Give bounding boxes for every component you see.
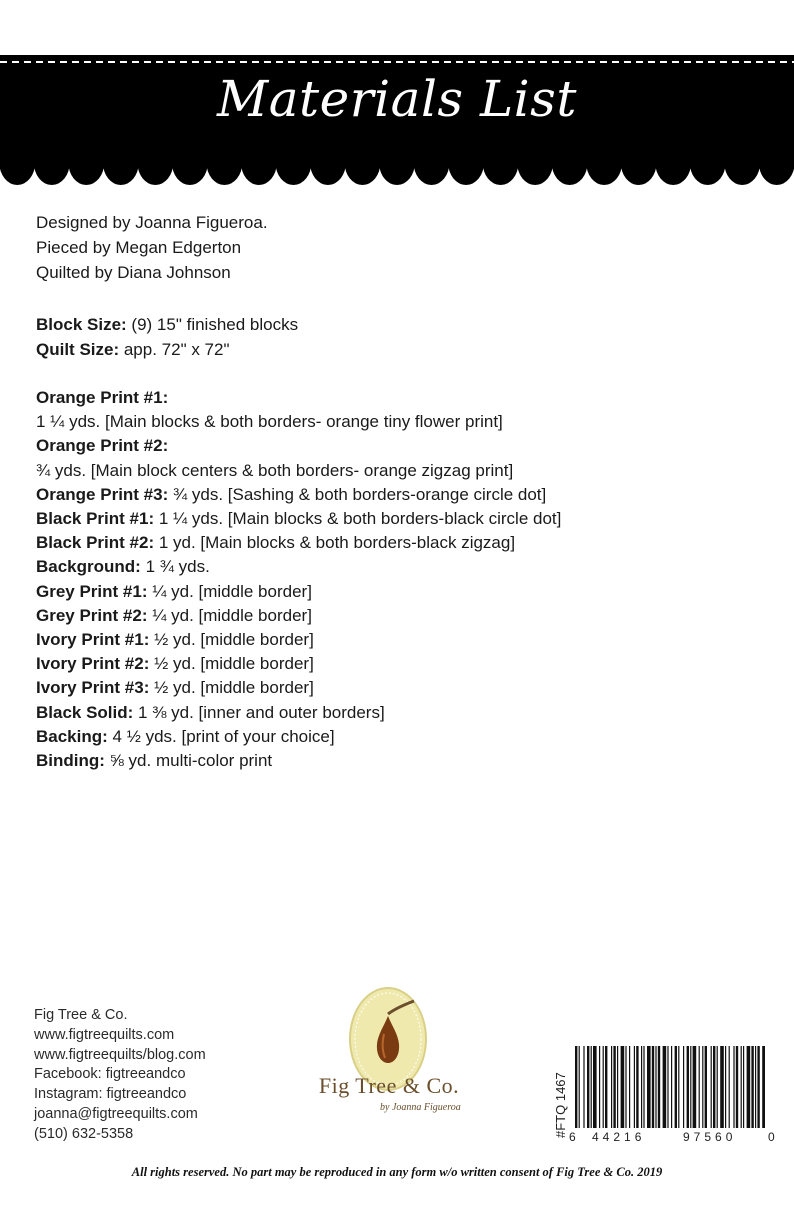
scallop-edge [0,141,794,185]
barcode-bar [755,1046,756,1128]
material-value: 1 ¼ yds. [Main blocks & both borders-black circle dot] [154,509,562,529]
barcode-bar [743,1046,744,1128]
barcode-digit: 6 [569,1130,576,1144]
quilt-size [36,337,298,362]
barcode-bar [658,1046,660,1128]
material-row [36,725,786,749]
barcode-bar [720,1046,724,1128]
material-row [36,410,786,434]
material-value: ½ yd. [middle border] [149,630,314,650]
material-value: 4 ½ yds. [print of your choice] [107,726,335,746]
barcode-bar [729,1046,730,1128]
quilt-size-value: app. 72" x 72" [119,340,230,359]
scallop [103,141,139,185]
instagram-handle: Instagram: figtreeandco [34,1086,187,1103]
material-row [36,604,786,628]
barcode-bar [713,1046,715,1128]
credit-designer: Designed by Joanna Figueroa. [36,213,268,232]
material-row [36,580,786,604]
scallop [276,141,312,185]
contact-info [34,1006,206,1145]
barcode-bar [663,1046,667,1128]
barcode-bar [643,1046,644,1128]
barcode-bar [647,1046,651,1128]
barcode-bar [613,1046,615,1128]
barcode-bar [717,1046,718,1128]
website-link[interactable]: www.figtreequilts.com [34,1026,175,1043]
barcode-bar [579,1046,580,1128]
barcode-digit: 44216 [592,1130,646,1144]
barcode-bar [636,1046,638,1128]
material-label: Grey Print #1: [36,581,148,601]
scallop [690,141,726,185]
barcode-bar [655,1046,656,1128]
materials-list [36,386,786,773]
email-link[interactable]: joanna@figtreequilts.com [34,1105,198,1122]
barcode-bar [725,1046,726,1128]
scallop [552,141,588,185]
scallop [448,141,484,185]
credit-quilter: Quilted by Diana Johnson [36,263,231,282]
barcode-bar [575,1046,577,1128]
material-value: ¾ yds. [Main block centers & both borders- orange zigzag print] [36,460,514,480]
material-value: 1 ¾ yds. [140,557,210,577]
scallop [517,141,553,185]
barcode-bar [741,1046,742,1128]
barcode-bar [687,1046,689,1128]
material-label: Black Solid: [36,702,134,722]
scallop [310,141,346,185]
credit-piecer: Pieced by Megan Edgerton [36,238,242,257]
material-value: 1 ⅜ yd. [inner and outer borders] [133,702,385,722]
barcode-bar [690,1046,691,1128]
material-value: 1 ¼ yds. [Main blocks & both borders- orange tiny flower print] [36,412,503,432]
barcode-bar [747,1046,751,1128]
copyright-notice: All rights reserved. No part may be reproduced in any form w/o written consent of Fig Tree & Co. 2019 [131,1165,663,1179]
barcode-bar [605,1046,607,1128]
barcode-bar [603,1046,604,1128]
material-row [36,483,786,507]
barcode-bar [757,1046,759,1128]
scallop [724,141,760,185]
block-size-value: (9) 15" finished blocks [126,315,299,334]
scallop [137,141,173,185]
barcode-digit: 0 [768,1130,775,1144]
material-label: Binding: [36,751,105,771]
scallop [345,141,381,185]
scallop [621,141,657,185]
barcode-bar [652,1046,654,1128]
barcode-bar [711,1046,712,1128]
logo-wordmark: Fig Tree & Co. [318,1073,460,1098]
material-row [36,749,786,773]
barcode-bar [733,1046,734,1128]
logo-byline: by Joanna Figueroa [380,1102,461,1113]
scallop [483,141,519,185]
barcode-bar [617,1046,618,1128]
material-label: Background: [36,557,141,577]
block-size [36,312,298,337]
company-name: Fig Tree & Co. [34,1007,128,1023]
material-row [36,701,786,725]
page-title: Materials List [217,70,577,128]
barcode-bar [678,1046,679,1128]
phone-number: (510) 632-5358 [34,1125,134,1142]
barcode-bar [667,1046,668,1128]
material-row [36,434,786,458]
barcode-bar [683,1046,684,1128]
material-row [36,531,786,555]
barcode-bar [641,1046,642,1128]
scallop [68,141,104,185]
material-value: ¾ yds. [Sashing & both borders-orange circle dot] [168,484,547,504]
barcode-bar [629,1046,630,1128]
scallop [241,141,277,185]
scallop [655,141,691,185]
barcode-bar [751,1046,753,1128]
barcode-bar [671,1046,672,1128]
barcode-bar [593,1046,597,1128]
credits [36,210,268,285]
material-row [36,386,786,410]
material-row [36,628,786,652]
material-label: Black Print #2: [36,533,155,553]
barcode-digit: 97560 [683,1130,737,1144]
scallop [414,141,450,185]
material-value: ⅝ yd. multi-color print [104,751,273,771]
barcode-bar [675,1046,677,1128]
barcode [575,1046,765,1128]
block-size-label: Block Size: [36,315,127,334]
barcode-bar [762,1046,765,1128]
material-value: ½ yd. [middle border] [149,678,314,698]
material-label: Orange Print #2: [36,436,169,456]
barcode-bar [621,1046,625,1128]
size-info [36,312,298,362]
material-label: Black Print #1: [36,509,155,529]
material-label: Grey Print #2: [36,605,148,625]
barcode-bar [699,1046,700,1128]
barcode-bar [702,1046,703,1128]
quilt-size-label: Quilt Size: [36,340,120,359]
material-label: Backing: [36,726,108,746]
scallop [586,141,622,185]
material-value: ¼ yd. [middle border] [147,605,312,625]
material-label: Orange Print #3: [36,484,169,504]
material-label: Ivory Print #2: [36,654,150,674]
scallop [379,141,415,185]
barcode-bar [591,1046,592,1128]
barcode-bar [693,1046,697,1128]
scallop [34,141,70,185]
material-row [36,459,786,483]
material-row [36,507,786,531]
barcode-bar [705,1046,707,1128]
facebook-handle: Facebook: figtreeandco [34,1066,186,1083]
material-value: 1 yd. [Main blocks & both borders-black zigzag] [154,533,516,553]
material-value: ½ yd. [middle border] [149,654,314,674]
barcode-bar [587,1046,589,1128]
barcode-bar [599,1046,600,1128]
material-row [36,555,786,579]
scallop [207,141,243,185]
material-value: ¼ yd. [middle border] [147,581,312,601]
material-label: Ivory Print #3: [36,678,150,698]
material-row [36,652,786,676]
material-label: Orange Print #1: [36,388,169,407]
barcode-bar [634,1046,635,1128]
product-sku: #FTQ 1467 [553,1072,568,1138]
barcode-bar [625,1046,626,1128]
blog-link[interactable]: www.figtreequilts/blog.com [34,1046,206,1063]
material-label: Ivory Print #1: [36,630,150,650]
material-row [36,676,786,700]
barcode-bar [611,1046,612,1128]
scallop [759,141,794,185]
scallop [172,141,208,185]
barcode-bar [583,1046,584,1128]
barcode-bar [736,1046,738,1128]
scallop [0,141,35,185]
